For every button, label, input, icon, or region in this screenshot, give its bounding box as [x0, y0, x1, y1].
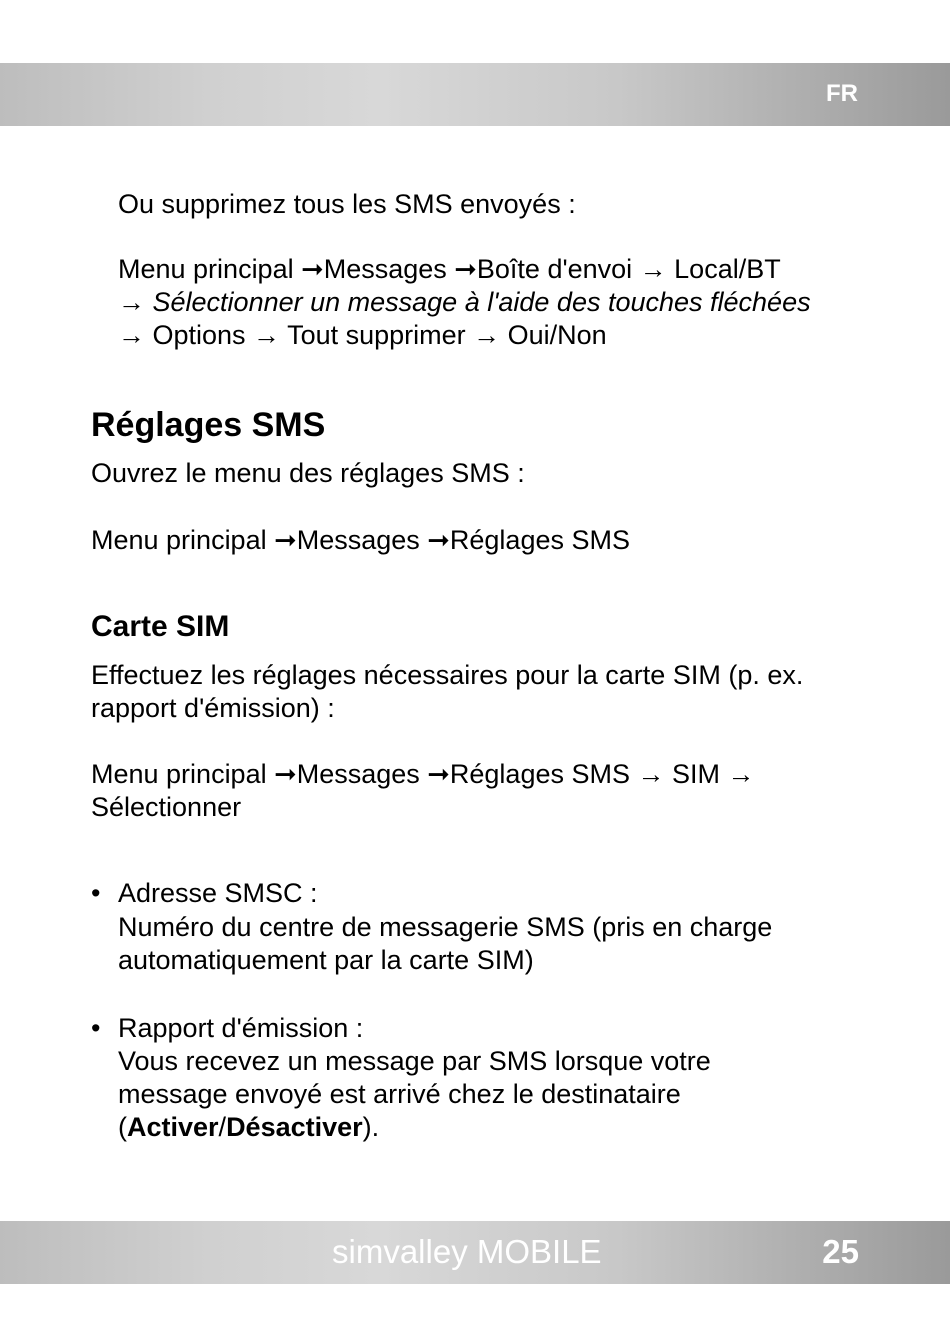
bullet-text-line: Numéro du centre de messagerie SMS (pris en charge — [118, 912, 773, 942]
option-desactiver: Désactiver — [226, 1112, 363, 1142]
reglages-path: Menu principal ➞Messages ➞Réglages SMS — [91, 525, 630, 555]
carte-sim-path-line1: Menu principal ➞Messages ➞Réglages SMS → SIM → — [91, 759, 755, 789]
intro-text: Ou supprimez tous les SMS envoyés : — [118, 189, 576, 219]
bullet-text-line: message envoyé est arrivé chez le destinataire — [118, 1079, 681, 1109]
arrow: → — [118, 287, 145, 317]
page-number: 25 — [822, 1233, 859, 1270]
bullet-marker: • — [91, 878, 101, 908]
carte-sim-text-line1: Effectuez les réglages nécessaires pour la carte SIM (p. ex. — [91, 660, 804, 690]
bullet-title-smsc: Adresse SMSC : — [118, 878, 318, 908]
intro-path-line1: Menu principal ➞Messages ➞Boîte d'envoi → Local/BT — [118, 254, 781, 284]
footer-brand: simvalley MOBILE — [332, 1233, 602, 1270]
reglages-text: Ouvrez le menu des réglages SMS : — [91, 458, 525, 488]
bullet-options-line — [118, 1111, 379, 1144]
header-band — [0, 63, 950, 126]
option-activer: Activer — [127, 1112, 219, 1142]
slash: / — [218, 1112, 227, 1142]
carte-sim-text-line2: rapport d'émission) : — [91, 693, 335, 723]
section-title-reglages-sms: Réglages SMS — [91, 406, 326, 444]
section-title-carte-sim: Carte SIM — [91, 610, 230, 643]
paren-close: ). — [362, 1112, 380, 1142]
bullet-text-line: automatiquement par la carte SIM) — [118, 945, 534, 975]
intro-path-line2 — [118, 286, 811, 319]
carte-sim-path-line2: Sélectionner — [91, 792, 242, 822]
bullet-text-line: Vous recevez un message par SMS lorsque votre — [118, 1046, 711, 1076]
bullet-title-rapport: Rapport d'émission : — [118, 1013, 364, 1043]
intro-path-italic: Sélectionner un message à l'aide des touches fléchées — [152, 287, 811, 317]
intro-path-line3: → Options → Tout supprimer → Oui/Non — [118, 320, 607, 350]
language-label: FR — [826, 80, 858, 107]
paren-open: ( — [118, 1112, 127, 1142]
bullet-marker: • — [91, 1013, 101, 1043]
